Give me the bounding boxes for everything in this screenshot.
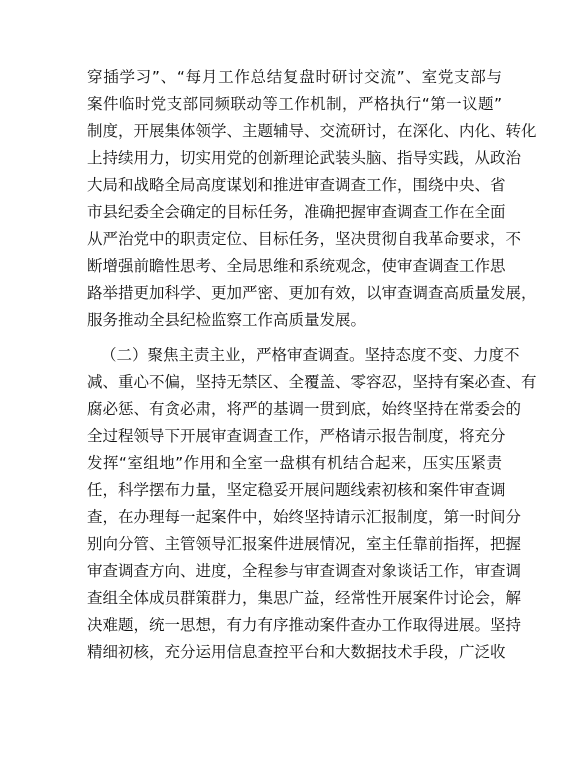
text-line: 精细初核，充分运用信息查控平台和大数据技术手段，广泛收 (87, 643, 506, 661)
text-line: 穿插学习”、“每月工作总结复盘时研讨交流”、室党支部与 (87, 68, 502, 86)
text-line: （二）聚焦主责主业，严格审查调查。坚持态度不变、力度不 (101, 346, 520, 364)
paragraph-2 (87, 342, 537, 666)
text-line: 大局和战略全局高度谋划和推进审查调查工作，围绕中央、省 (87, 176, 506, 194)
text-line: 服务推动全县纪检监察工作高质量发展。 (87, 311, 367, 329)
document-body (87, 64, 537, 666)
text-line: 决难题，统一思想，有力有序推动案件查办工作取得进展。坚持 (87, 616, 522, 634)
text-line: 腐必惩、有贪必肃，将严的基调一贯到底，始终坚持在常委会的 (87, 400, 522, 418)
text-line: 别向分管、主管领导汇报案件进展情况，室主任靠前指挥，把握 (87, 535, 522, 553)
text-line: 查组全体成员群策群力，集思广益，经常性开展案件讨论会，解 (87, 589, 522, 607)
text-line: 全过程领导下开展审查调查工作，严格请示报告制度，将充分 (87, 427, 506, 445)
text-line: 发挥“室组地”作用和全室一盘棋有机结合起来，压实压紧责 (87, 454, 502, 472)
text-line: 审查调查方向、进度，全程参与审查调查对象谈话工作，审查调 (87, 562, 522, 580)
text-line: 查，在办理每一起案件中，始终坚持请示汇报制度，第一时间分 (87, 508, 522, 526)
paragraph-spacer (87, 334, 502, 342)
paragraph-1 (87, 64, 537, 334)
text-line: 案件临时党支部同频联动等工作机制，严格执行“第一议题” (87, 95, 502, 113)
text-line: 从严治党中的职责定位、目标任务，坚决贯彻自我革命要求，不 (87, 230, 522, 248)
text-line: 断增强前瞻性思考、全局思维和系统观念，使审查调查工作思 (87, 257, 506, 275)
text-line: 市县纪委全会确定的目标任务，准确把握审查调查工作在全面 (87, 203, 506, 221)
text-line: 减、重心不偏，坚持无禁区、全覆盖、零容忍，坚持有案必查、有 (87, 373, 537, 391)
text-line: 上持续用力，切实用党的创新理论武装头脑、指导实践，从政治 (87, 149, 522, 167)
text-line: 任，科学摆布力量，坚定稳妥开展问题线索初核和案件审查调 (87, 481, 506, 499)
text-line: 制度，开展集体领学、主题辅导、交流研讨，在深化、内化、转化 (87, 122, 537, 140)
text-line: 路举措更加科学、更加严密、更加有效，以审查调查高质量发展， (87, 284, 537, 302)
